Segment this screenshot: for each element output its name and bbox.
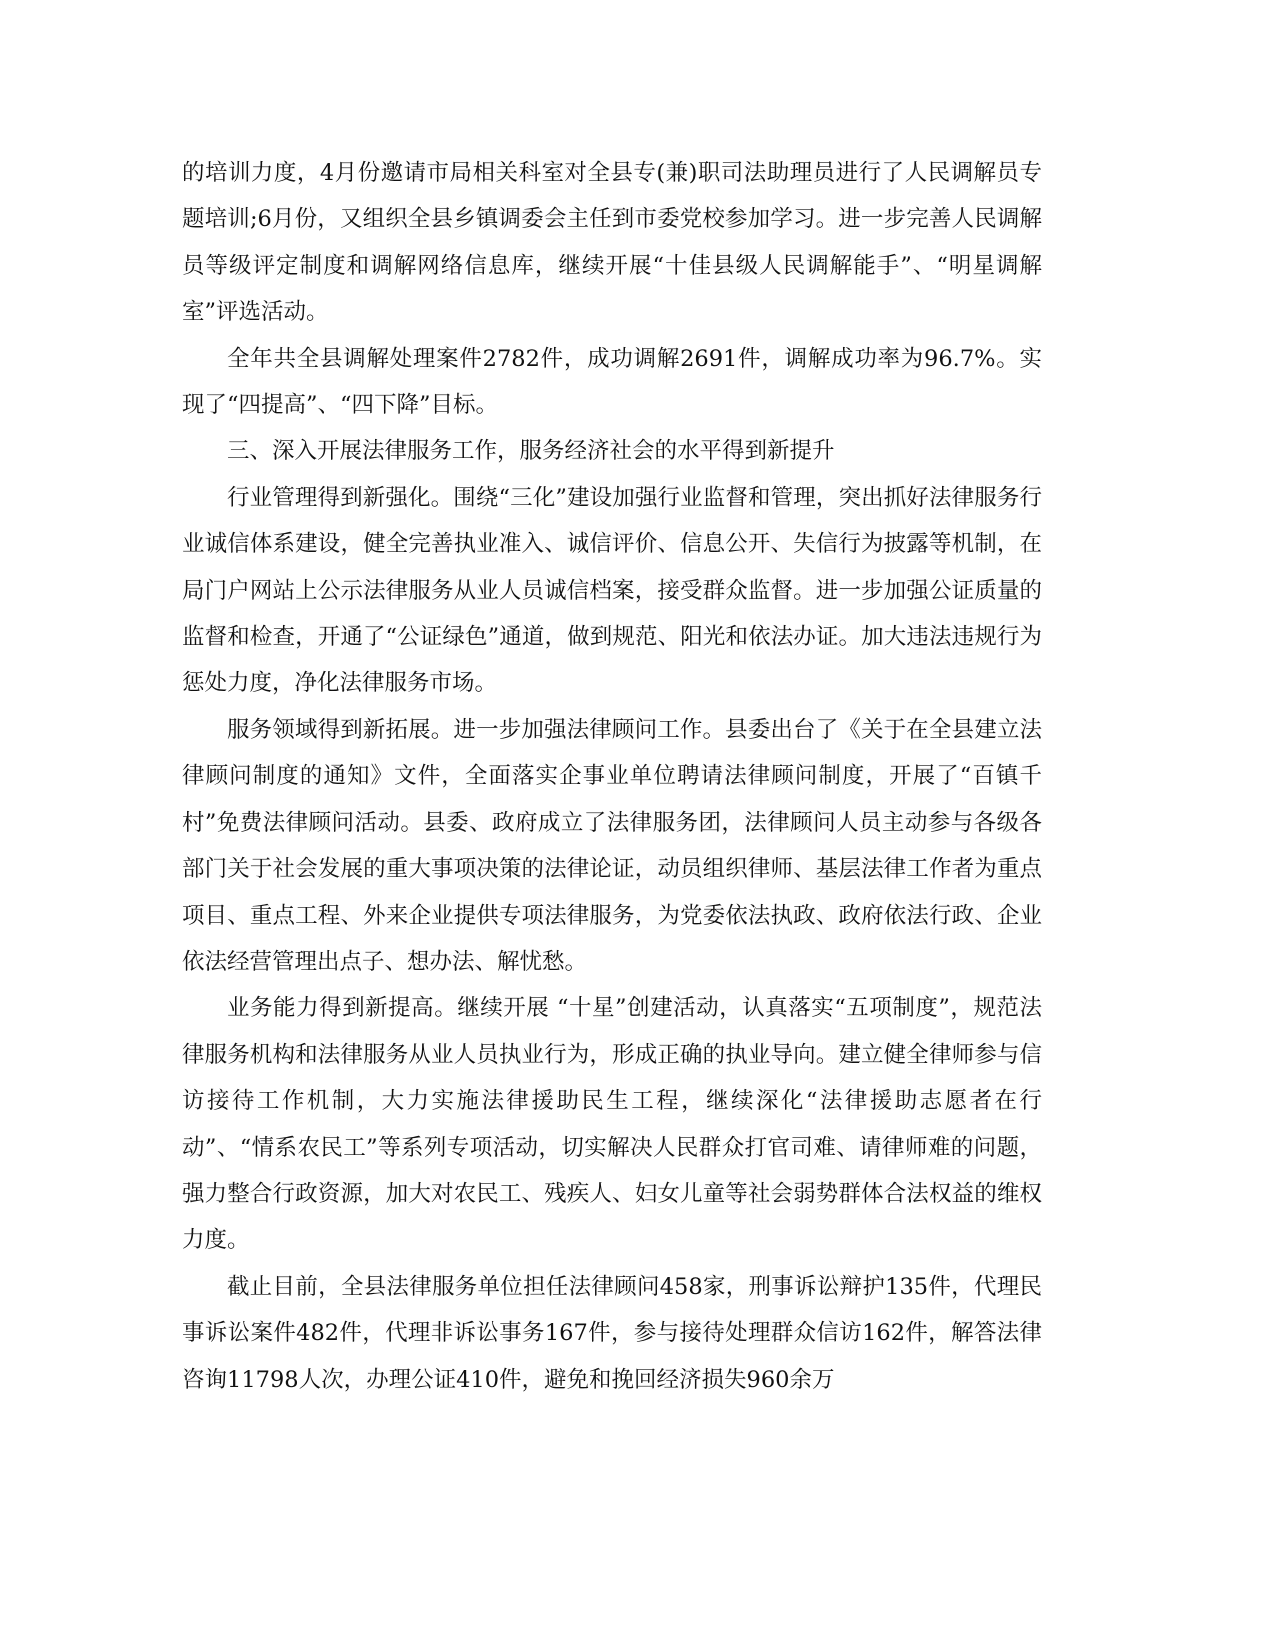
paragraph-training: 的培训力度，4月份邀请市局相关科室对全县专(兼)职司法助理员进行了人民调解员专题培训;6月份，又组织全县乡镇调委会主任到市委党校参加学习。进一步完善人民调解员等级评定制度和调解网络信息库，继续开展“十佳县级人民调解能手”、“明星调解室”评选活动。 [182,160,1042,326]
paragraph-industry-management: 行业管理得到新强化。围绕“三化”建设加强行业监督和管理，突出抓好法律服务行业诚信体系建设，健全完善执业准入、诚信评价、信息公开、失信行为披露等机制，在局门户网站上公示法律服务从业人员诚信档案，接受群众监督。进一步加强公证质量的监督和检查，开通了“公证绿色”通道，做到规范、阳光和依法办证。加大违法违规行为惩处力度，净化法律服务市场。 [182,484,1042,697]
paragraph-service-expansion: 服务领域得到新拓展。进一步加强法律顾问工作。县委出台了《关于在全县建立法律顾问制度的通知》文件，全面落实企事业单位聘请法律顾问制度，开展了“百镇千村”免费法律顾问活动。县委、政府成立了法律服务团，法律顾问人员主动参与各级各部门关于社会发展的重大事项决策的法律论证，动员组织律师、基层法律工作者为重点项目、重点工程、外来企业提供专项法律服务，为党委依法执政、政府依法行政、企业依法经营管理出点子、想办法、解忧愁。 [182,716,1042,975]
section-heading-legal-services: 三、深入开展法律服务工作，服务经济社会的水平得到新提升 [227,438,835,465]
document-page [182,150,1042,1403]
paragraph-service-stats: 截止目前，全县法律服务单位担任法律顾问458家，刑事诉讼辩护135件，代理民事诉讼案件482件，代理非诉讼事务167件，参与接待处理群众信访162件，解答法律咨询11798人次，办理公证410件，避免和挽回经济损失960余万 [182,1273,1042,1393]
paragraph-capability-improvement: 业务能力得到新提高。继续开展 “十星”创建活动，认真落实“五项制度”，规范法律服务机构和法律服务从业人员执业行为，形成正确的执业导向。建立健全律师参与信访接待工作机制，大力实施法律援助民生工程，继续深化“法律援助志愿者在行动”、“情系农民工”等系列专项活动，切实解决人民群众打官司难、请律师难的问题，强力整合行政资源，加大对农民工、残疾人、妇女儿童等社会弱势群体合法权益的维权力度。 [182,995,1042,1254]
paragraph-mediation-stats: 全年共全县调解处理案件2782件，成功调解2691件，调解成功率为96.7%。实现了“四提高”、“四下降”目标。 [182,345,1042,419]
